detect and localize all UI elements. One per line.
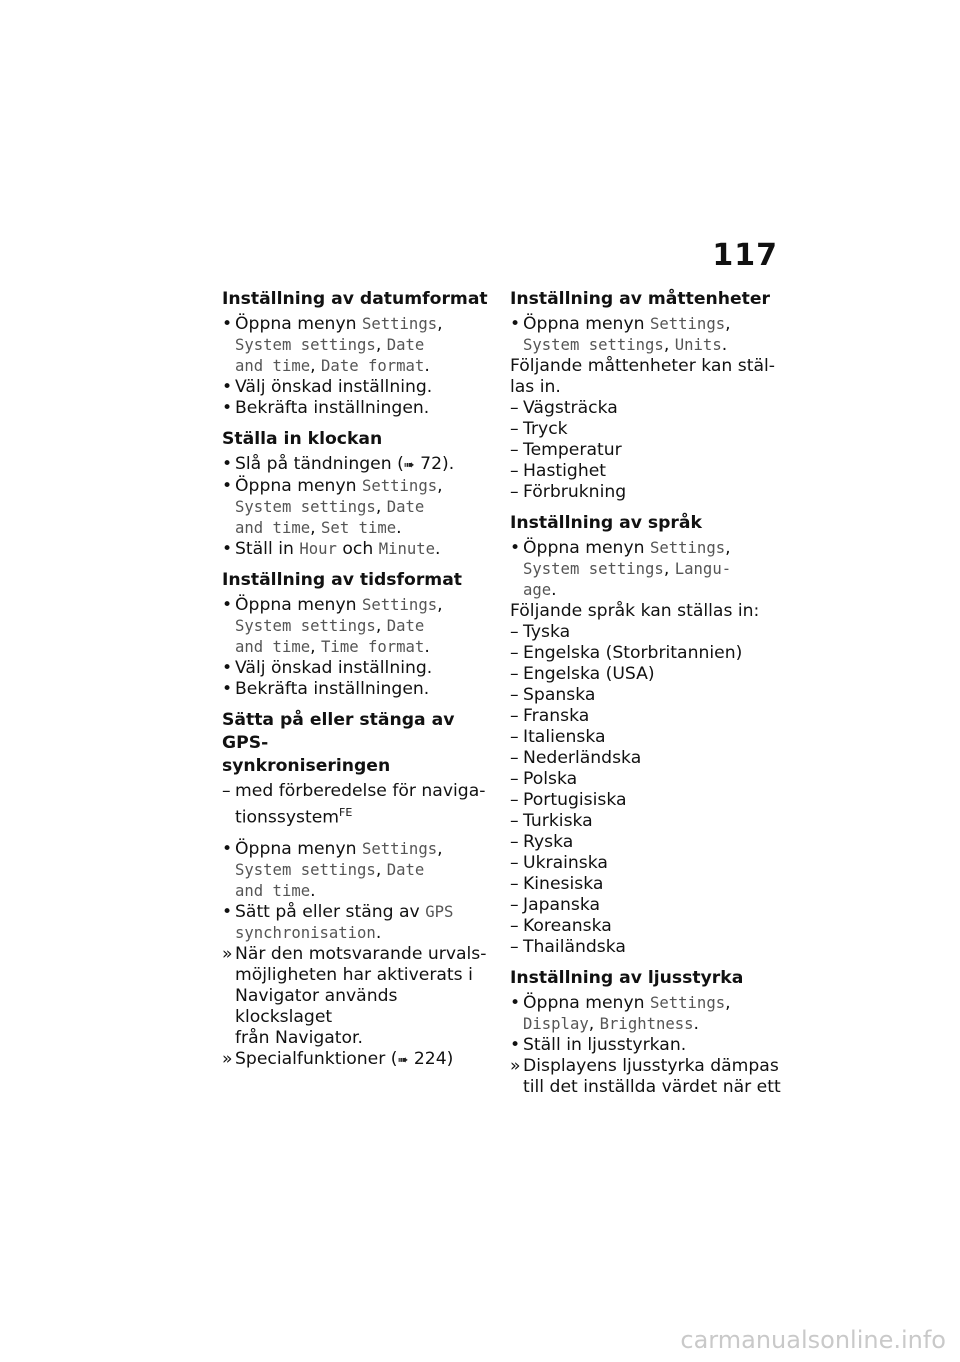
list-item: – Japanska [510, 895, 601, 915]
section-brightness [510, 967, 782, 1098]
section-heading: Inställning av språk [510, 513, 702, 533]
dash-marker: – [510, 622, 519, 642]
bullet-marker: • [510, 314, 521, 334]
dash-marker: – [510, 706, 519, 726]
section-date-format [222, 288, 494, 419]
section-heading: Inställning av tidsformat [222, 570, 463, 590]
list-item: • Bekräfta inställningen. [222, 398, 430, 418]
list-item: – Hastighet [510, 461, 607, 481]
list-item: – Nederländska [510, 748, 642, 768]
bullet-marker: • [222, 314, 233, 334]
list-item: – Polska [510, 769, 578, 789]
left-column [222, 288, 494, 1080]
menu-path: Langu- [674, 560, 732, 578]
dash-marker: – [510, 398, 519, 418]
bullet-marker: • [510, 993, 521, 1013]
dash-marker: – [510, 685, 519, 705]
menu-path: Date format [321, 357, 425, 375]
list-item: • Sätt på eller stäng av GPS synchronisation. [222, 901, 454, 943]
menu-path: Settings [361, 839, 438, 858]
bullet-marker: • [222, 539, 233, 559]
section-heading: synkroniseringen [222, 756, 391, 776]
superscript: FE [339, 806, 353, 819]
menu-path: and time [235, 357, 311, 375]
menu-path: Settings [649, 315, 726, 333]
right-column [510, 288, 782, 1107]
dash-marker: – [510, 937, 519, 957]
bullet-marker: • [222, 595, 233, 615]
list-item: – Engelska (USA) [510, 664, 655, 684]
dash-marker: – [510, 643, 519, 663]
dash-marker: – [510, 727, 519, 747]
dash-marker: – [510, 482, 519, 502]
list-item: – Italienska [510, 727, 606, 747]
menu-path: System settings [235, 617, 376, 635]
menu-path: GPS [425, 902, 454, 921]
list-item: – Förbrukning [510, 482, 627, 502]
bullet-marker: • [222, 454, 233, 474]
list-item: – Vägsträcka [510, 398, 618, 418]
page-reference-arrow-icon: ➠ [403, 458, 415, 473]
menu-path: Time format [321, 638, 425, 656]
list-item: – Franska [510, 706, 590, 726]
dash-marker: – [510, 811, 519, 831]
list-item: • Öppna menyn Settings, System settings, Date and time, Date format. [222, 314, 443, 376]
page-reference[interactable]: 224) [413, 1048, 454, 1069]
menu-path: System settings [235, 336, 376, 354]
dash-marker: – [510, 664, 519, 684]
menu-path: Units [674, 336, 722, 354]
section-language [510, 512, 782, 958]
list-item: – med förberedelse för naviga- tionssystem$^{FE}$ [222, 781, 486, 828]
menu-path: and time [235, 519, 311, 537]
menu-path: Display [523, 1015, 589, 1033]
bullet-marker: • [222, 377, 233, 397]
list-item: – Tyska [510, 622, 571, 642]
menu-path: System settings [523, 336, 664, 354]
list-item: • Öppna menyn Settings, System settings, Units. [510, 314, 731, 355]
menu-path: Settings [361, 477, 438, 495]
list-item: – Spanska [510, 685, 596, 705]
list-item: » Specialfunktioner (➠ 224) [222, 1048, 454, 1069]
dash-marker: – [510, 916, 519, 936]
list-item: • Ställ in ljusstyrkan. [510, 1035, 687, 1055]
dash-marker: – [510, 748, 519, 768]
menu-path: System settings [235, 860, 376, 879]
list-item: • Välj önskad inställning. [222, 377, 433, 397]
page-number: 117 [712, 238, 778, 273]
list-item: – Koreanska [510, 916, 612, 936]
menu-path: Date [386, 498, 425, 516]
menu-path: age [523, 581, 552, 599]
page-reference[interactable]: 72). [420, 454, 455, 474]
list-item: – Portugisiska [510, 790, 627, 810]
menu-path: Hour [299, 540, 337, 558]
list-item: – Ryska [510, 832, 574, 852]
list-item: • Bekräfta inställningen. [222, 679, 430, 699]
result-marker: » [222, 1048, 233, 1069]
section-gps-sync [222, 709, 494, 1071]
section-set-clock [222, 428, 494, 560]
dash-marker: – [510, 461, 519, 481]
section-units [510, 288, 782, 503]
list-item: – Tryck [510, 419, 568, 439]
list-item: • Öppna menyn Settings, Display, Brightness. [510, 993, 731, 1034]
list-item: • Välj önskad inställning. [222, 658, 433, 678]
bullet-marker: • [222, 679, 233, 699]
result-marker: » [222, 943, 233, 964]
menu-path: Set time [321, 519, 397, 537]
dash-marker: – [510, 419, 519, 439]
dash-marker: – [510, 790, 519, 810]
intro-text: las in. [510, 377, 561, 397]
list-item: – Ukrainska [510, 853, 608, 873]
list-item: • Slå på tändningen (➠ 72). [222, 454, 455, 474]
dash-marker: – [510, 853, 519, 873]
list-item: – Temperatur [510, 440, 622, 460]
menu-path: Date [386, 860, 425, 879]
list-item: • Öppna menyn Settings, System settings, Date and time. [222, 838, 443, 901]
bullet-marker: • [222, 901, 233, 922]
bullet-marker: • [222, 838, 233, 859]
menu-path: Date [386, 617, 425, 635]
menu-path: and time [235, 638, 311, 656]
watermark: carmanualsonline.info [680, 1326, 946, 1354]
list-item: – Engelska (Storbritannien) [510, 643, 743, 663]
menu-path: System settings [235, 498, 376, 516]
section-heading: Inställning av måttenheter [510, 289, 770, 309]
list-item: – Turkiska [510, 811, 593, 831]
section-time-format [222, 569, 494, 700]
list-item: – Thailändska [510, 937, 626, 957]
section-heading: Ställa in klockan [222, 429, 383, 449]
bullet-marker: • [222, 658, 233, 678]
menu-path: System settings [523, 560, 664, 578]
intro-text: Följande språk kan ställas in: [510, 601, 760, 621]
dash-marker: – [222, 781, 231, 801]
menu-path: Date [386, 336, 425, 354]
bullet-marker: • [222, 476, 233, 496]
dash-marker: – [510, 832, 519, 852]
menu-path: Settings [649, 994, 726, 1012]
list-item: – Kinesiska [510, 874, 604, 894]
dash-marker: – [510, 874, 519, 894]
list-item: » När den motsvarande urvals- möjligheten har aktiverats i Navigator används klockslaget från Navigator. [222, 943, 487, 1048]
bullet-marker: • [222, 398, 233, 418]
menu-path: Settings [361, 596, 438, 614]
units-list [510, 398, 782, 503]
menu-path: synchronisation [235, 923, 376, 942]
menu-path: Settings [361, 315, 438, 333]
language-list [510, 622, 782, 958]
menu-path: Brightness [599, 1015, 694, 1033]
bullet-marker: • [510, 1035, 521, 1055]
dash-marker: – [510, 769, 519, 789]
section-heading: Sätta på eller stänga av GPS- [222, 710, 455, 753]
page-reference-arrow-icon: ➠ [397, 1052, 409, 1068]
section-heading: Inställning av ljusstyrka [510, 968, 744, 988]
list-item: • Ställ in Hour och Minute. [222, 539, 441, 559]
list-item: » Displayens ljusstyrka dämpas till det inställda värdet när ett [510, 1056, 781, 1097]
result-marker: » [510, 1056, 521, 1076]
dash-marker: – [510, 440, 519, 460]
menu-path: and time [235, 881, 311, 900]
bullet-marker: • [510, 538, 521, 558]
intro-text: Följande måttenheter kan stäl- [510, 356, 775, 376]
list-item: • Öppna menyn Settings, System settings, Date and time, Set time. [222, 476, 443, 538]
menu-path: Settings [649, 539, 726, 557]
list-item: • Öppna menyn Settings, System settings, Date and time, Time format. [222, 595, 443, 657]
section-heading: Inställning av datumformat [222, 289, 488, 309]
list-item: • Öppna menyn Settings, System settings, Langu- age. [510, 538, 732, 600]
menu-path: Minute [378, 540, 436, 558]
dash-marker: – [510, 895, 519, 915]
